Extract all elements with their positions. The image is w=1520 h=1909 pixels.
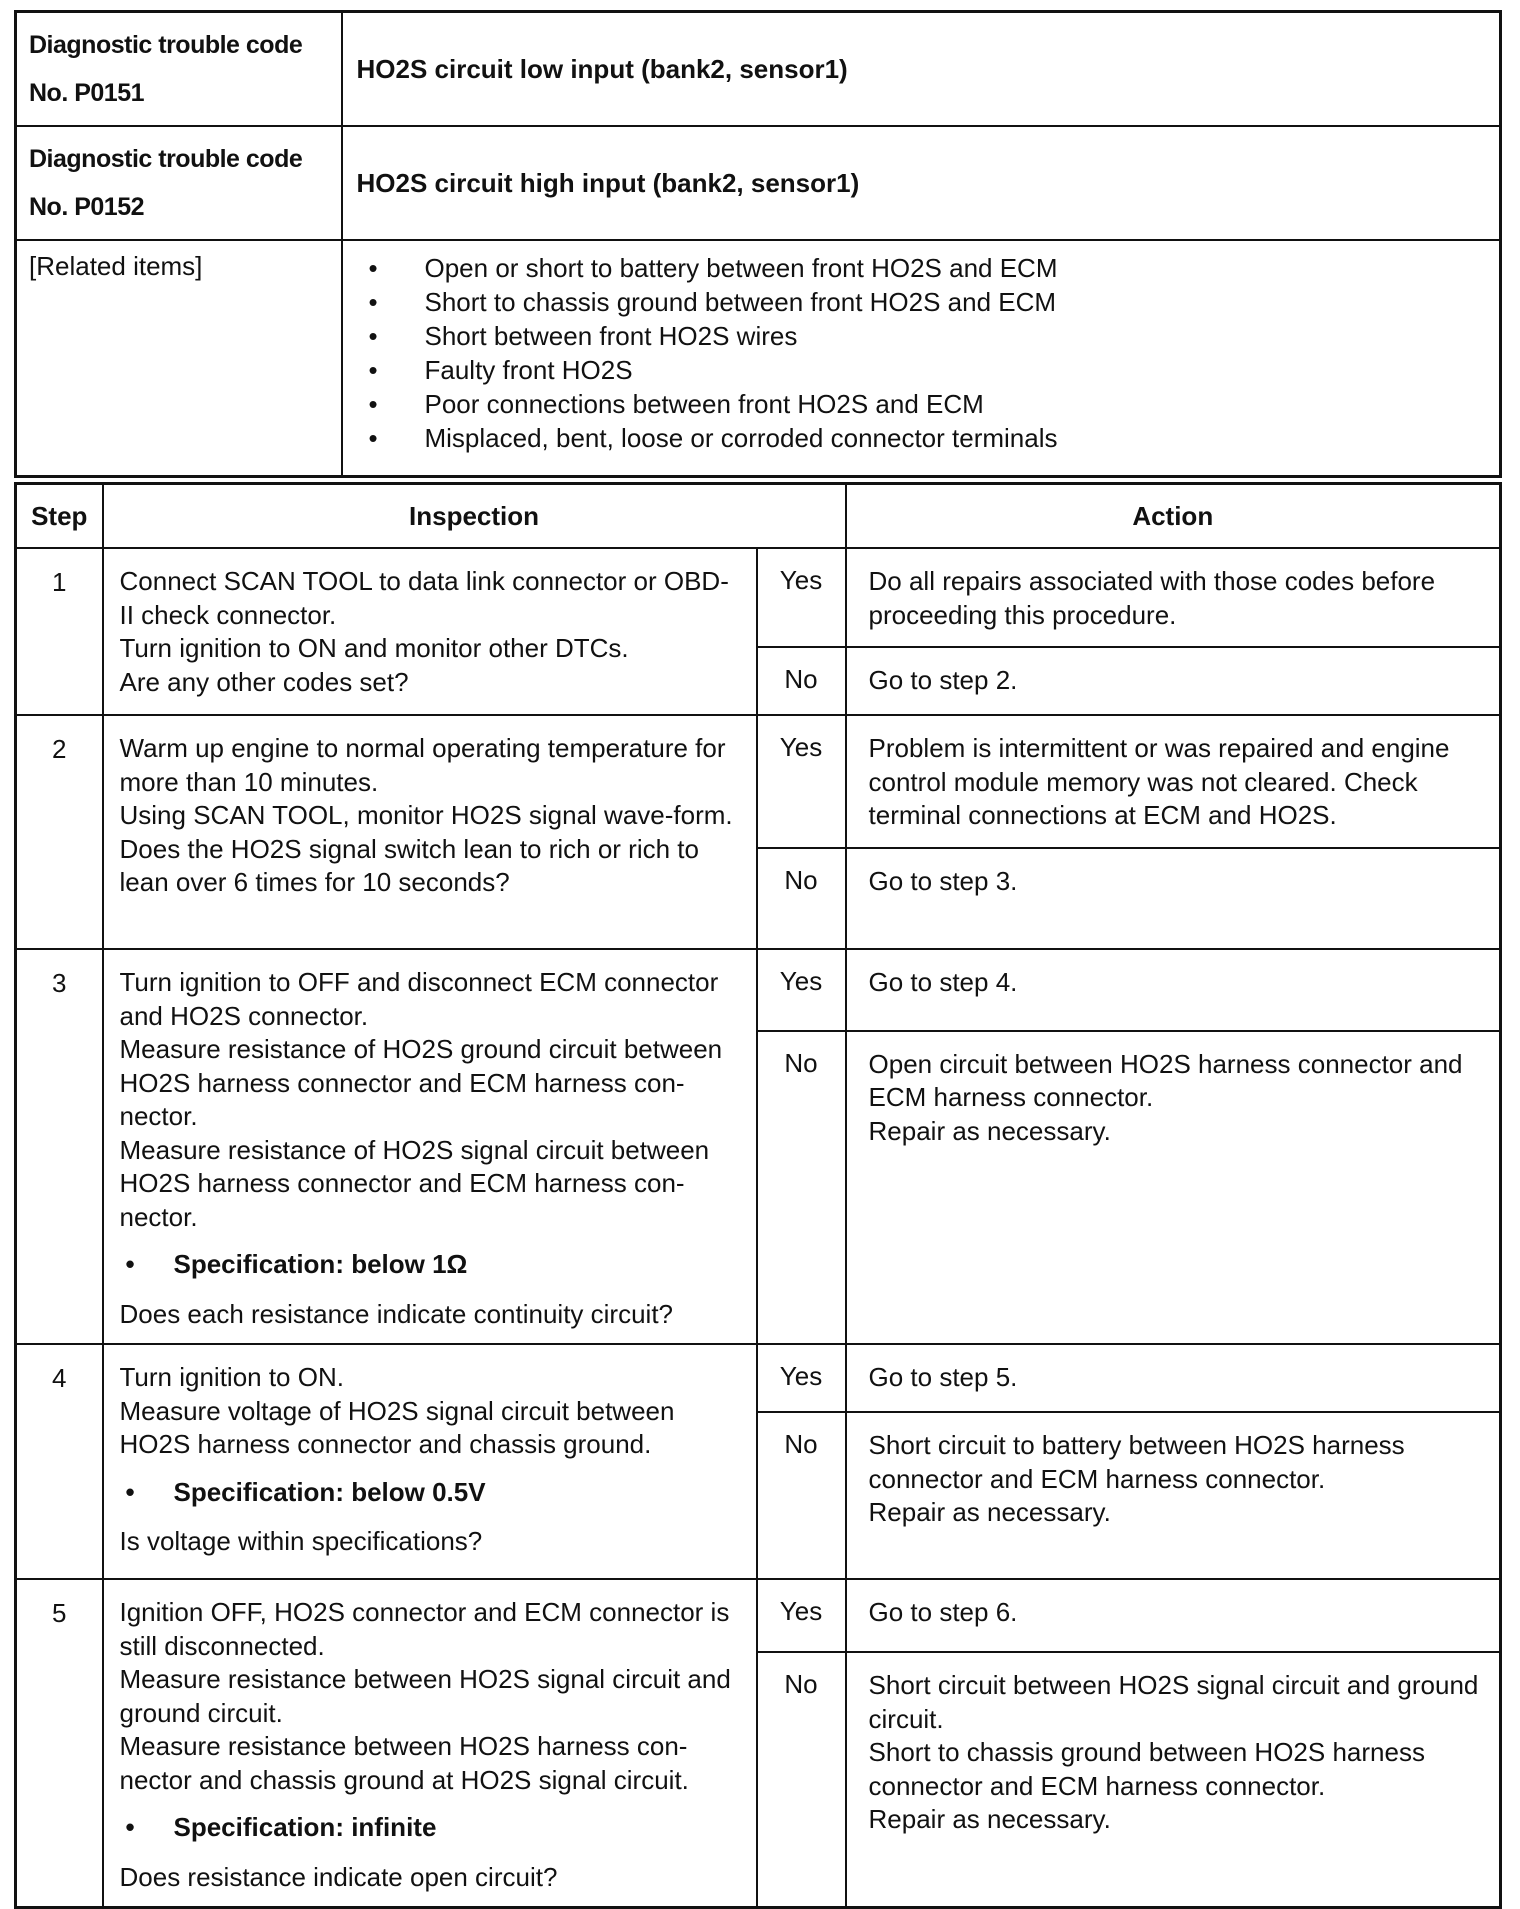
yes-label: Yes bbox=[757, 1344, 846, 1412]
yes-label: Yes bbox=[757, 949, 846, 1031]
step-number: 5 bbox=[16, 1579, 103, 1908]
yes-action: Problem is intermittent or was repaired and engine control module memory was not cleared. Check terminal connections at ECM and HO2S. bbox=[846, 715, 1501, 848]
steps-header-row bbox=[16, 484, 1501, 549]
dtc-row-p0151 bbox=[16, 12, 1501, 127]
action-text: Short to chassis ground between HO2S harness connector and ECM harness connector. bbox=[868, 1737, 1425, 1801]
step-inspection bbox=[103, 548, 757, 715]
inspection-text: Measure resistance of HO2S ground circuit between HO2S harness connector and ECM harness con-nector. bbox=[119, 1034, 723, 1131]
step-number: 3 bbox=[16, 949, 103, 1344]
inspection-question: Does resistance indicate open circuit? bbox=[119, 1861, 558, 1892]
inspection-question: Does the HO2S signal switch lean to rich or rich to lean over 6 times for 10 seconds? bbox=[119, 833, 699, 897]
inspection-text: Measure resistance of HO2S signal circuit between HO2S harness connector and ECM harness con-nector. bbox=[119, 1134, 710, 1232]
no-label: No bbox=[757, 1031, 846, 1344]
step-inspection bbox=[103, 1344, 757, 1579]
dtc-description: HO2S circuit low input (bank2, sensor1) bbox=[342, 12, 1501, 127]
related-item bbox=[357, 387, 1486, 421]
yes-action: Do all repairs associated with those codes before proceeding this procedure. bbox=[846, 548, 1501, 647]
step-row-4-yes bbox=[16, 1344, 1501, 1412]
related-item-text: Short between front HO2S wires bbox=[424, 321, 798, 351]
related-item bbox=[357, 251, 1486, 285]
no-action bbox=[846, 1412, 1501, 1579]
specification-text: Specification: below 0.5V bbox=[173, 1476, 486, 1507]
dtc-code: No. P0152 bbox=[29, 193, 145, 221]
step-inspection bbox=[103, 1579, 757, 1908]
action-text: Repair as necessary. bbox=[868, 1804, 1111, 1835]
action-column-header: Action bbox=[846, 484, 1501, 549]
no-label: No bbox=[757, 1652, 846, 1907]
specification bbox=[120, 1811, 742, 1845]
dtc-label bbox=[16, 126, 342, 240]
dtc-info-table bbox=[14, 10, 1502, 478]
bullet-icon: • bbox=[368, 287, 378, 317]
inspection-text: Using SCAN TOOL, monitor HO2S signal wave-form. bbox=[119, 800, 733, 830]
inspection-text: Measure resistance between HO2S signal circuit and ground circuit. bbox=[119, 1664, 731, 1728]
inspection-question: Is voltage within specifications? bbox=[119, 1526, 483, 1556]
action-text: Short circuit to battery between HO2S harness connector and ECM harness connector. bbox=[868, 1430, 1405, 1494]
yes-label: Yes bbox=[757, 715, 846, 848]
yes-label: Yes bbox=[757, 548, 846, 647]
yes-action: Go to step 6. bbox=[846, 1579, 1501, 1652]
yes-action: Go to step 4. bbox=[846, 949, 1501, 1031]
step-row-2-yes bbox=[16, 715, 1501, 848]
step-column-header: Step bbox=[16, 484, 103, 549]
no-label: No bbox=[757, 647, 846, 715]
step-row-5-yes bbox=[16, 1579, 1501, 1652]
dtc-label bbox=[16, 12, 342, 127]
bullet-icon: • bbox=[125, 1476, 135, 1507]
action-text: Repair as necessary. bbox=[868, 1497, 1111, 1527]
related-item bbox=[357, 353, 1486, 387]
step-number: 1 bbox=[16, 548, 103, 715]
specification-text: Specification: infinite bbox=[173, 1812, 437, 1842]
no-action: Go to step 3. bbox=[846, 848, 1501, 949]
dtc-row-p0152 bbox=[16, 126, 1501, 240]
no-label: No bbox=[757, 1412, 846, 1579]
action-text: Open circuit between HO2S harness connector and ECM harness connector. bbox=[868, 1048, 1463, 1113]
step-row-1-yes bbox=[16, 548, 1501, 647]
inspection-question: Does each resistance indicate continuity circuit? bbox=[119, 1298, 674, 1329]
inspection-text: Measure voltage of HO2S signal circuit between HO2S harness connector and chassis ground. bbox=[119, 1395, 675, 1459]
inspection-text: Ignition OFF, HO2S connector and ECM connector is still disconnected. bbox=[119, 1597, 730, 1661]
related-item-text: Short to chassis ground between front HO2S and ECM bbox=[424, 287, 1057, 317]
action-text: Short circuit between HO2S signal circuit and ground circuit. bbox=[868, 1670, 1479, 1734]
bullet-icon: • bbox=[125, 1249, 135, 1279]
no-action: Go to step 2. bbox=[846, 647, 1501, 715]
bullet-icon: • bbox=[368, 355, 378, 385]
related-items-list bbox=[342, 240, 1501, 476]
step-inspection bbox=[103, 949, 757, 1344]
dtc-code: No. P0151 bbox=[29, 79, 145, 107]
inspection-text: Connect SCAN TOOL to data link connector or OBD-II check connector. bbox=[119, 566, 729, 630]
related-item-text: Open or short to battery between front HO2S and ECM bbox=[424, 253, 1058, 283]
dtc-label-title: Diagnostic trouble code bbox=[29, 31, 303, 59]
diagnostic-steps-table bbox=[14, 482, 1502, 1909]
action-text: Repair as necessary. bbox=[868, 1115, 1111, 1146]
inspection-question: Are any other codes set? bbox=[119, 666, 409, 697]
no-label: No bbox=[757, 848, 846, 949]
bullet-icon: • bbox=[125, 1812, 135, 1842]
related-items-label: [Related items] bbox=[16, 240, 342, 476]
inspection-text: Turn ignition to ON and monitor other DTCs. bbox=[119, 633, 629, 663]
dtc-label-title: Diagnostic trouble code bbox=[29, 145, 303, 173]
inspection-text: Warm up engine to normal operating temperature for more than 10 minutes. bbox=[119, 733, 726, 797]
specification-text: Specification: below 1Ω bbox=[173, 1249, 468, 1279]
related-item-text: Poor connections between front HO2S and ECM bbox=[424, 389, 984, 419]
dtc-description: HO2S circuit high input (bank2, sensor1) bbox=[342, 126, 1501, 240]
step-number: 4 bbox=[16, 1344, 103, 1579]
inspection-text: Turn ignition to ON. bbox=[119, 1362, 344, 1392]
related-item bbox=[357, 421, 1486, 455]
bullet-icon: • bbox=[368, 321, 378, 351]
no-action bbox=[846, 1652, 1501, 1907]
yes-label: Yes bbox=[757, 1579, 846, 1652]
related-items-row bbox=[16, 240, 1501, 476]
inspection-text: Measure resistance between HO2S harness con-nector and chassis ground at HO2S signal circuit. bbox=[119, 1731, 689, 1795]
step-inspection bbox=[103, 715, 757, 949]
related-item-text: Faulty front HO2S bbox=[424, 355, 633, 385]
related-item bbox=[357, 285, 1486, 319]
related-item-text: Misplaced, bent, loose or corroded connector terminals bbox=[424, 423, 1058, 453]
yes-action: Go to step 5. bbox=[846, 1344, 1501, 1412]
bullet-icon: • bbox=[368, 423, 378, 453]
specification bbox=[120, 1476, 742, 1510]
step-number: 2 bbox=[16, 715, 103, 949]
inspection-text: Turn ignition to OFF and disconnect ECM connector and HO2S connector. bbox=[119, 967, 719, 1031]
related-item bbox=[357, 319, 1486, 353]
inspection-column-header: Inspection bbox=[103, 484, 846, 549]
specification bbox=[120, 1248, 742, 1282]
no-action bbox=[846, 1031, 1501, 1344]
step-row-3-yes bbox=[16, 949, 1501, 1031]
bullet-icon: • bbox=[368, 389, 378, 419]
bullet-icon: • bbox=[368, 253, 378, 283]
